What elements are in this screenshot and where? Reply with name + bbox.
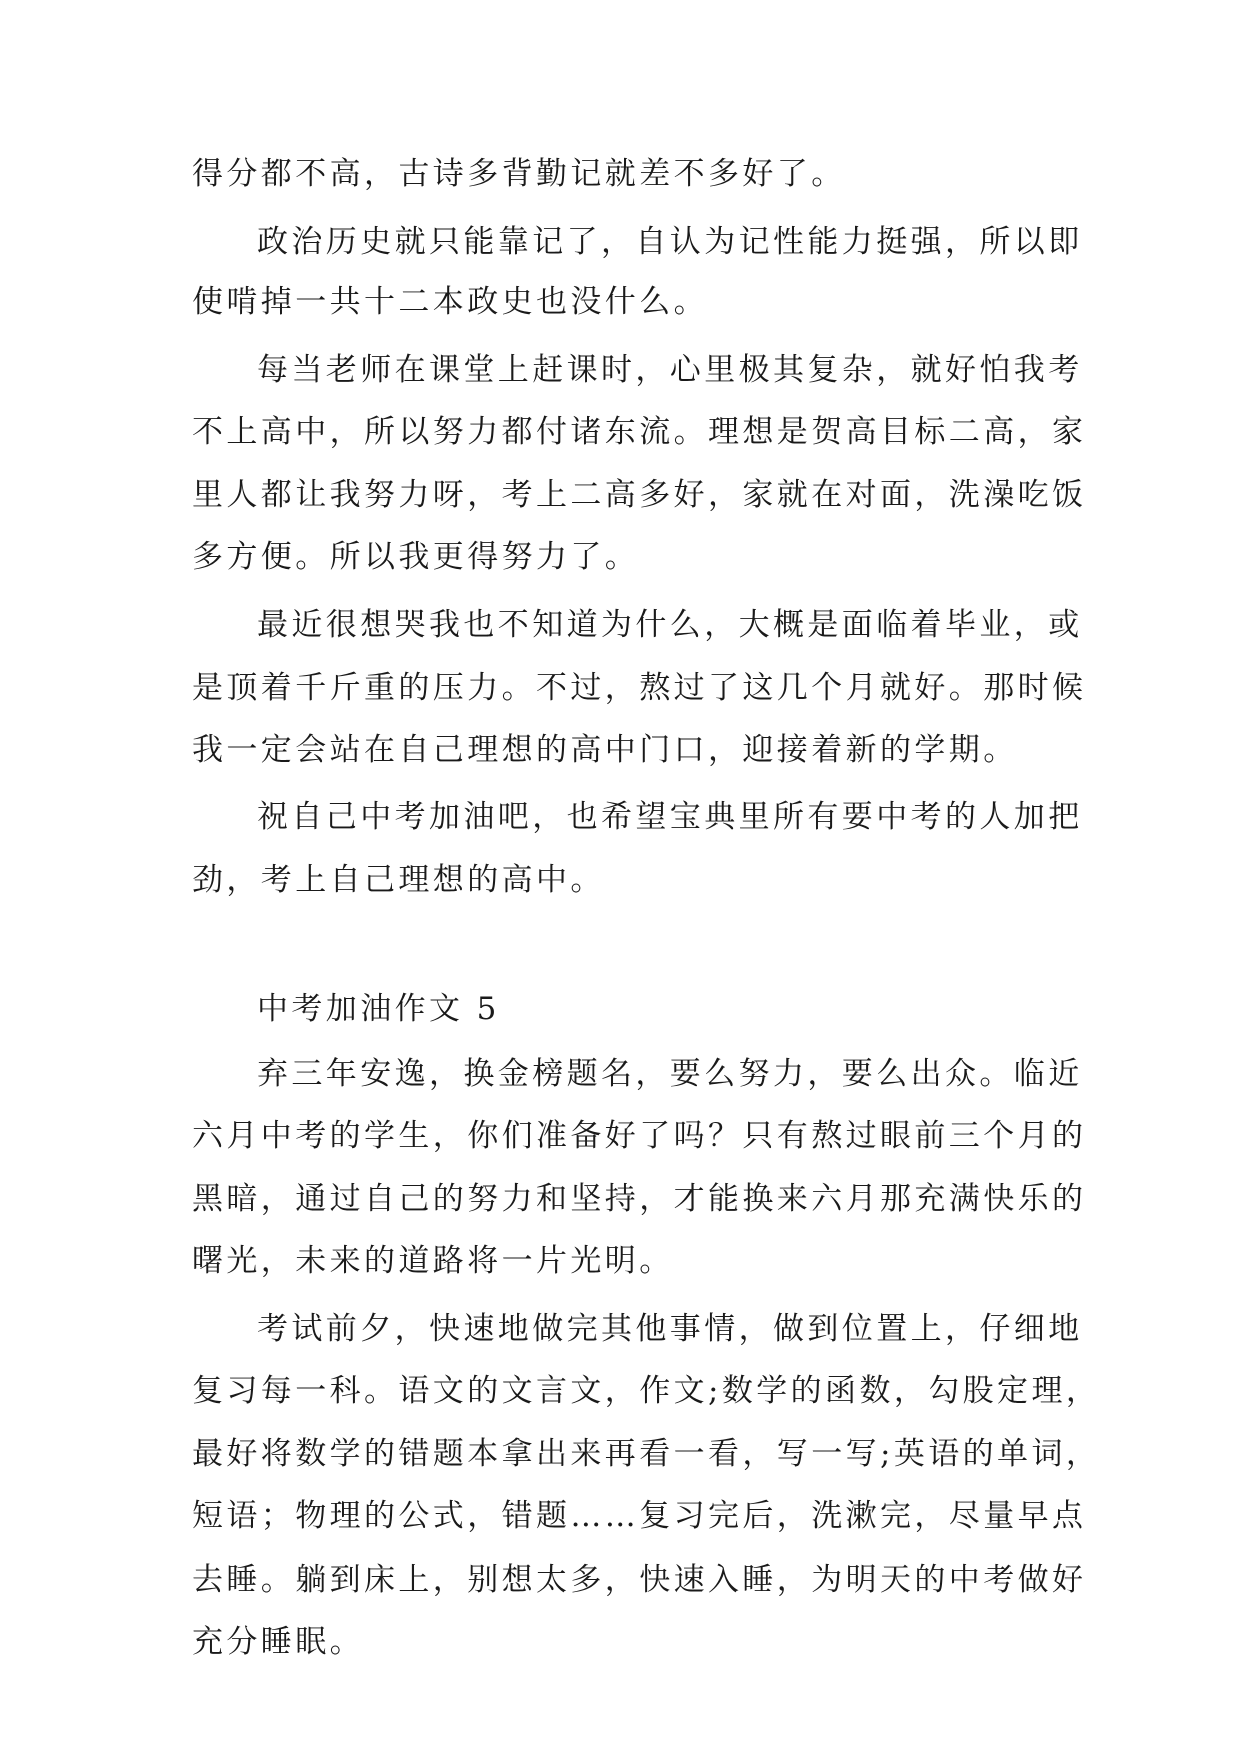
text-line: 充分睡眠。 [192,1624,364,1660]
section-heading: 中考加油作文 5 [257,991,500,1027]
text-line: 是顶着千斤重的压力。不过，熬过了这几个月就好。那时候 [192,670,1087,706]
text-line: 短语；物理的公式，错题……复习完后，洗漱完，尽量早点 [192,1498,1087,1534]
text-line: 多方便。所以我更得努力了。 [192,539,640,575]
paragraph-first-line: 祝自己中考加油吧，也希望宝典里所有要中考的人加把 [257,799,1083,835]
paragraph-first-line: 最近很想哭我也不知道为什么，大概是面临着毕业，或 [257,607,1083,643]
text-line: 黑暗，通过自己的努力和坚持，才能换来六月那充满快乐的 [192,1181,1087,1217]
text-line: 六月中考的学生，你们准备好了吗？只有熬过眼前三个月的 [192,1118,1087,1154]
text-line: 得分都不高，古诗多背勤记就差不多好了。 [192,156,846,192]
paragraph-first-line: 弃三年安逸，换金榜题名，要么努力，要么出众。临近 [257,1056,1083,1092]
text-line: 最好将数学的错题本拿出来再看一看，写一写;英语的单词， [192,1436,1101,1472]
paragraph-first-line: 考试前夕，快速地做完其他事情，做到位置上，仔细地 [257,1311,1083,1347]
text-line: 我一定会站在自己理想的高中门口，迎接着新的学期。 [192,732,1018,768]
paragraph-first-line: 政治历史就只能靠记了，自认为记性能力挺强，所以即 [257,224,1083,260]
text-line: 复习每一科。语文的文言文，作文;数学的函数，勾股定理， [192,1373,1101,1409]
text-line: 使啃掉一共十二本政史也没什么。 [192,284,708,320]
text-line: 不上高中，所以努力都付诸东流。理想是贺高目标二高，家 [192,414,1087,450]
text-line: 去睡。躺到床上，别想太多，快速入睡，为明天的中考做好 [192,1562,1087,1598]
text-line: 劲，考上自己理想的高中。 [192,862,605,898]
paragraph-first-line: 每当老师在课堂上赶课时，心里极其复杂，就好怕我考 [257,352,1083,388]
text-line: 里人都让我努力呀，考上二高多好，家就在对面，洗澡吃饭 [192,477,1087,513]
text-line: 曙光，未来的道路将一片光明。 [192,1243,674,1279]
